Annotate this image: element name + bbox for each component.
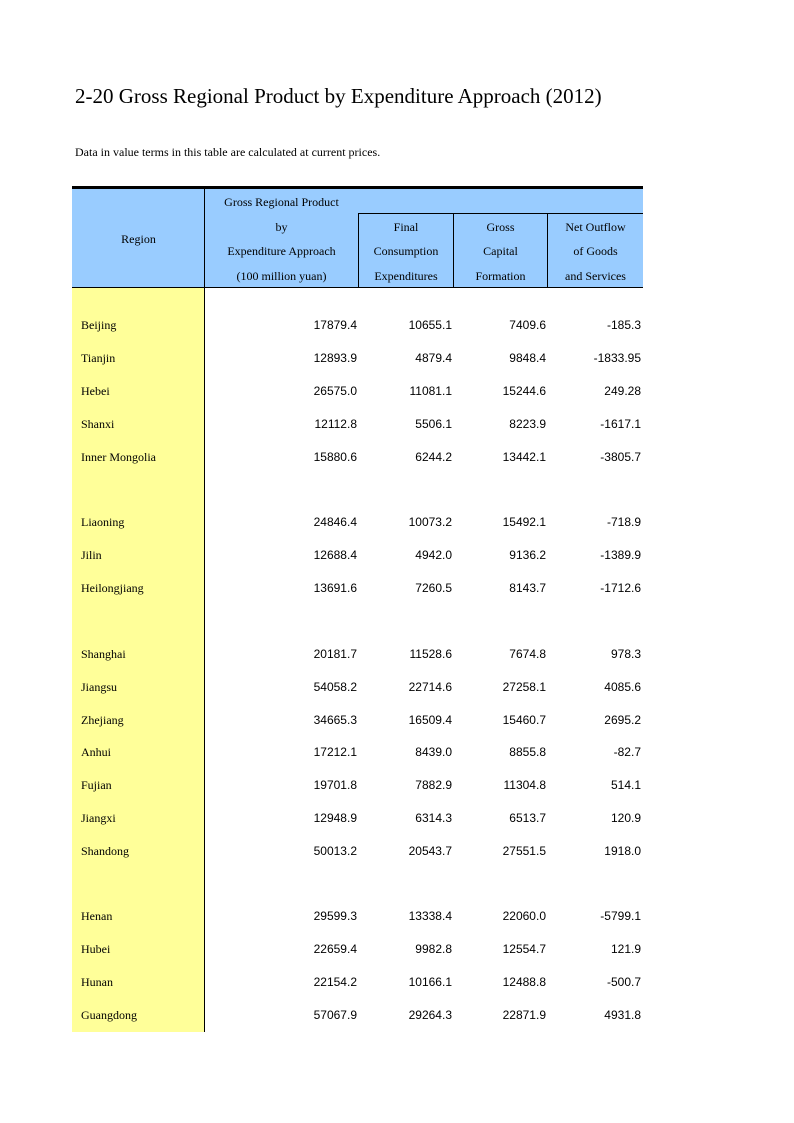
net-outflow-value: 514.1 [610,778,641,792]
capital-formation-value: 8855.8 [509,745,546,759]
capital-formation-value: 27258.1 [502,680,546,694]
grp-value: 26575.0 [313,384,357,398]
capital-formation-value: 7674.8 [509,647,546,661]
header-final-line: Expenditures [374,269,438,283]
net-outflow-value: 121.9 [610,942,641,956]
grp-value: 13691.6 [313,581,357,595]
header-outflow-line: of Goods [573,244,618,258]
table-row [0,417,794,437]
capital-formation-value: 15492.1 [502,515,546,529]
final-consumption-value: 6244.2 [415,450,452,464]
header-grp-line: Gross Regional Product [224,195,339,209]
grp-value: 12893.9 [313,351,357,365]
final-consumption-value: 7882.9 [415,778,452,792]
region-name: Jilin [81,548,102,562]
table-header [72,186,643,288]
grp-value: 20181.7 [313,647,357,661]
capital-formation-value: 12554.7 [502,942,546,956]
capital-formation-value: 8143.7 [509,581,546,595]
net-outflow-value: -3805.7 [600,450,641,464]
final-consumption-value: 4942.0 [415,548,452,562]
net-outflow-value: 120.9 [610,811,641,825]
grp-value: 57067.9 [313,1008,357,1022]
capital-formation-value: 15244.6 [502,384,546,398]
table-row [0,515,794,535]
capital-formation-value: 22871.9 [502,1008,546,1022]
table-row [0,548,794,568]
table-row [0,811,794,831]
grp-value: 24846.4 [313,515,357,529]
table-row [0,713,794,733]
capital-formation-value: 13442.1 [502,450,546,464]
net-outflow-value: 4085.6 [604,680,641,694]
table-row [0,1008,794,1028]
region-name: Guangdong [81,1008,137,1022]
table-row [0,384,794,404]
grp-value: 15880.6 [313,450,357,464]
net-outflow-value: -1617.1 [600,417,641,431]
final-consumption-value: 8439.0 [415,745,452,759]
final-consumption-value: 13338.4 [408,909,452,923]
header-capital-line: Formation [475,269,526,283]
net-outflow-value: -1712.6 [600,581,641,595]
grp-value: 50013.2 [313,844,357,858]
capital-formation-value: 27551.5 [502,844,546,858]
final-consumption-value: 11081.1 [409,384,452,398]
net-outflow-value: 249.28 [604,384,641,398]
grp-value: 12112.8 [314,417,357,431]
table-row [0,647,794,667]
grp-value: 34665.3 [313,713,357,727]
final-consumption-value: 10073.2 [408,515,452,529]
header-final-line: Consumption [373,244,439,258]
capital-formation-value: 7409.6 [509,318,546,332]
final-consumption-value: 22714.6 [408,680,452,694]
net-outflow-value: 978.3 [610,647,641,661]
capital-formation-value: 15460.7 [502,713,546,727]
final-consumption-value: 10166.1 [408,975,452,989]
table-row [0,975,794,995]
region-name: Hunan [81,975,113,989]
region-name: Hubei [81,942,111,956]
header-outflow-line: and Services [565,269,626,283]
grp-value: 22154.2 [313,975,357,989]
net-outflow-value: -1389.9 [600,548,641,562]
capital-formation-value: 6513.7 [509,811,546,825]
final-consumption-value: 5506.1 [415,417,452,431]
region-name: Shanghai [81,647,126,661]
header-capital-line: Capital [483,244,518,258]
capital-formation-value: 9136.2 [509,548,546,562]
grp-value: 12688.4 [313,548,357,562]
grp-value: 29599.3 [313,909,357,923]
table-row [0,909,794,929]
region-name: Jiangxi [81,811,116,825]
header-divider [358,213,643,214]
region-name: Zhejiang [81,713,124,727]
grp-value: 17212.1 [313,745,357,759]
grp-value: 12948.9 [313,811,357,825]
capital-formation-value: 9848.4 [509,351,546,365]
header-final-line: Final [393,220,419,234]
header-region: Region [121,232,156,246]
table-row [0,844,794,864]
region-name: Hebei [81,384,110,398]
final-consumption-value: 9982.8 [415,942,452,956]
final-consumption-value: 11528.6 [409,647,452,661]
net-outflow-value: 2695.2 [604,713,641,727]
region-name: Shandong [81,844,129,858]
region-name: Beijing [81,318,117,332]
region-name: Inner Mongolia [81,450,156,464]
final-consumption-value: 4879.4 [415,351,452,365]
table-row [0,581,794,601]
region-name: Jiangsu [81,680,117,694]
net-outflow-value: -718.9 [606,515,641,529]
net-outflow-value: 4931.8 [604,1008,641,1022]
table-row [0,942,794,962]
final-consumption-value: 7260.5 [415,581,452,595]
capital-formation-value: 22060.0 [502,909,546,923]
capital-formation-value: 11304.8 [503,778,546,792]
grp-value: 17879.4 [313,318,357,332]
table-row [0,450,794,470]
grp-value: 19701.8 [313,778,357,792]
region-name: Tianjin [81,351,116,365]
grp-value: 54058.2 [313,680,357,694]
header-outflow-line: Net Outflow [565,220,626,234]
table-note: Data in value terms in this table are calculated at current prices. [75,145,381,159]
table-row [0,351,794,371]
net-outflow-value: -1833.95 [593,351,641,365]
net-outflow-value: 1918.0 [604,844,641,858]
region-name: Fujian [81,778,112,792]
table-row [0,680,794,700]
capital-formation-value: 8223.9 [509,417,546,431]
table-row [0,318,794,338]
final-consumption-value: 16509.4 [408,713,452,727]
page-title: 2-20 Gross Regional Product by Expenditure Approach (2012) [75,84,602,108]
final-consumption-value: 6314.3 [415,811,452,825]
net-outflow-value: -82.7 [613,745,641,759]
region-name: Anhui [81,745,111,759]
region-name: Henan [81,909,113,923]
table-row [0,745,794,765]
region-name: Liaoning [81,515,125,529]
region-name: Heilongjiang [81,581,144,595]
final-consumption-value: 29264.3 [408,1008,452,1022]
capital-formation-value: 12488.8 [502,975,546,989]
region-name: Shanxi [81,417,115,431]
table-row [0,778,794,798]
header-grp-line: Expenditure Approach [227,244,336,258]
header-grp-line: (100 million yuan) [236,269,327,283]
net-outflow-value: -5799.1 [600,909,641,923]
final-consumption-value: 20543.7 [408,844,452,858]
header-capital-line: Gross [486,220,515,234]
net-outflow-value: -500.7 [606,975,641,989]
final-consumption-value: 10655.1 [408,318,452,332]
grp-value: 22659.4 [313,942,357,956]
net-outflow-value: -185.3 [606,318,641,332]
header-grp-line: by [275,220,288,234]
